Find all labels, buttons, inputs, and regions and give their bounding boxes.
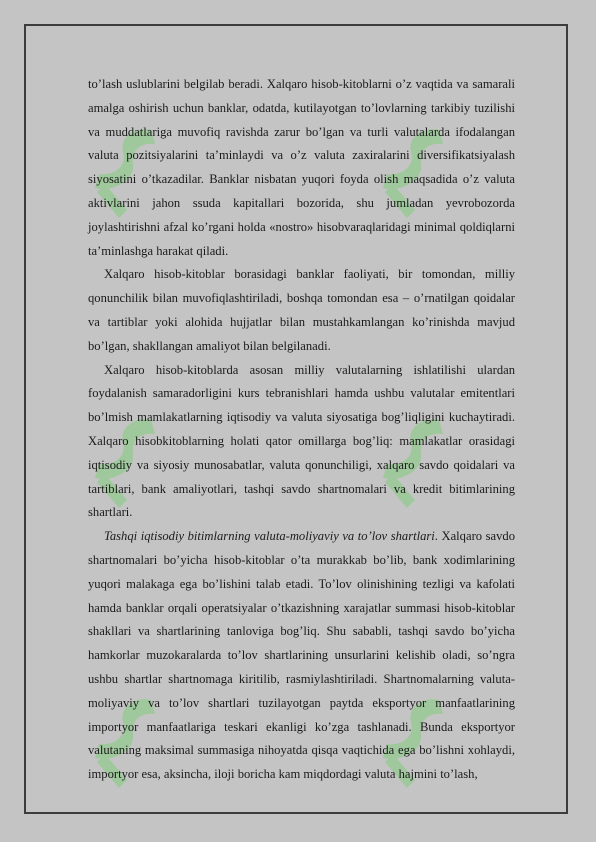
paragraph-text: Xalqaro hisob-kitoblarda asosan milliy valutalarning ishlatilishi ulardan foydalanish samaradorligini kurs tebranishlari hamda ushbu valutalar emitentlari bo’lmish mamlakatlarning iqtisodiy va valuta siyosatiga bog’liqligini kuchaytiradi. Xalqaro hisobkitoblarning holati qator omillarga bog’liq: mamlakatlar orasidagi iqtisodiy va siyosiy munosabatlar, valuta qonunchiligi, xalqaro savdo qoidalari va tartiblari, bank amaliyotlari, tashqi savdo shartnomalari va kredit bitimlarining shartlari. [88, 362, 515, 520]
document-page [24, 24, 568, 814]
paragraph-text: . Xalqaro savdo shartnomalari bo’yicha hisob-kitoblar o’ta murakkab bo’lib, bank xodimlarining yuqori malakaga ega bo’lishini talab etadi. To’lov olinishining tezligi va kafolati hamda banklar orqali operatsiyalar o’tkazishning xarajatlar summasi hisob-kitoblar shakllari va shartlarining tanloviga bog’liq. Shu sababli, tashqi savdo bo’yicha hamkorlar muzokaralarda to’lov shartlarining unsurlarini kelishib oladi, so’ngra ushbu shartlar shartnomaga kiritilib, rasmiylashtiriladi. Shartnomalarning valuta-moliyaviy va to’lov shartlari tuzilayotgan paytda eksportyor manfaatlarining importyor manfaatlariga teskari ekanligi ko’zga tashlanadi. Bunda eksportyor valutaning maksimal summasiga nihoyatda qisqa vaqtichida ega bo’lishni xohlaydi, importyor esa, aksincha, iloji boricha kam miqdordagi valuta hajmini to’lash, [88, 529, 515, 782]
paragraph-heading: Tashqi iqtisodiy bitimlarning valuta-moliyaviy va to’lov shartlari [104, 529, 435, 544]
document-body [88, 73, 515, 787]
paragraph-text: Xalqaro hisob-kitoblar borasidagi banklar faoliyati, bir tomondan, milliy qonunchilik bilan muvofiqlashtiriladi, boshqa tomondan esa – o’rnatilgan qoidalar va tartiblar yoki alohida hujjatlar bilan mustahkamlangan ko’rinishda mavjud bo’lgan, shakllangan amaliyot bilan belgilanadi. [88, 267, 515, 353]
paragraph-banking-regulation [88, 263, 515, 358]
paragraph-text: to’lash uslublarini belgilab beradi. Xalqaro hisob-kitoblarni o’z vaqtida va samarali amalga oshirish uchun banklar, odatda, kutilayotgan to’lovlarning tarkibiy tuzilishi va muddatlariga muvofiq ravishda zarur bo’lgan va turli valutalarda ifodalangan valuta pozitsiyalarini ta’minlaydi va o’z valuta zaxiralarini diversifikatsiyalash siyosatini o’tkazadilar. Banklar nisbatan yuqori foyda olish maqsadida o’z valuta aktivlarini jahon ssuda kapitallari bozorida, shu jumladan yevrobozorda joylashtirishni afzal ko’rgani holda «nostro» hisobvaraqlaridagi minimal qoldiqlarni ta’minlashga harakat qiladi. [88, 77, 515, 258]
paragraph-continuation [88, 73, 515, 263]
paragraph-national-currencies [88, 359, 515, 526]
paragraph-payment-terms [88, 525, 515, 787]
